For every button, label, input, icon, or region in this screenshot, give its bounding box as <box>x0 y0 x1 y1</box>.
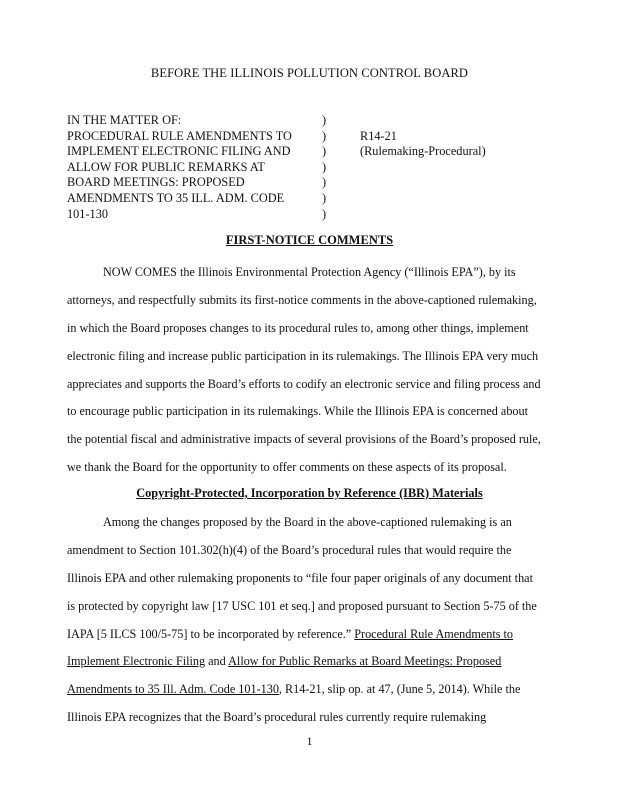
caption-line: 101-130 <box>67 206 108 221</box>
caption-line: AMENDMENTS TO 35 ILL. ADM. CODE <box>67 190 285 205</box>
docket-number: R14-21 <box>360 128 397 143</box>
page-number: 1 <box>306 734 313 748</box>
caption-line: ALLOW FOR PUBLIC REMARKS AT <box>67 159 265 174</box>
paren: ) <box>322 128 327 143</box>
text-line: Illinois EPA recognizes that the Board’s procedural rules currently require rulemaking <box>67 710 487 725</box>
caption-line: IMPLEMENT ELECTRONIC FILING AND <box>67 144 291 159</box>
docket-info <box>360 129 486 160</box>
paren: ) <box>322 159 327 174</box>
text-segment: and <box>205 654 229 669</box>
paren: ) <box>322 113 327 127</box>
text-line: Among the changes proposed by the Board in the above-captioned rulemaking is an <box>103 515 512 529</box>
paragraph-ibr <box>67 509 542 732</box>
text-line: to encourage public participation in its rulemakings. While the Illinois EPA is concerned about <box>67 404 528 419</box>
court-heading: BEFORE THE ILLINOIS POLLUTION CONTROL BOARD <box>150 66 469 80</box>
text-line: is protected by copyright law [17 USC 101 et seq.] and proposed pursuant to Section 5-75 of the <box>67 598 537 613</box>
text-line: NOW COMES the Illinois Environmental Protection Agency (“Illinois EPA”), by its <box>103 265 516 279</box>
citation-link: Implement Electronic Filing <box>67 654 206 669</box>
text-line: appreciates and supports the Board’s efforts to codify an electronic service and filing process and <box>67 376 541 391</box>
caption-line: IN THE MATTER OF: <box>67 113 182 127</box>
text-line <box>67 648 542 676</box>
paren: ) <box>322 190 327 205</box>
document-title: FIRST-NOTICE COMMENTS <box>225 233 394 247</box>
paren: ) <box>322 175 327 190</box>
text-line: amendment to Section 101.302(h)(4) of the Board’s procedural rules that would require the <box>67 542 512 557</box>
text-line <box>67 676 542 704</box>
paren: ) <box>322 144 327 159</box>
caption-matter <box>67 113 317 222</box>
citation-link: Procedural Rule Amendments to <box>354 626 513 641</box>
caption-line: PROCEDURAL RULE AMENDMENTS TO <box>67 128 292 143</box>
case-caption <box>67 113 567 223</box>
text-line: in which the Board proposes changes to its procedural rules to, among other things, implement <box>67 320 529 335</box>
paragraph-intro <box>67 259 542 482</box>
citation-link: Allow for Public Remarks at Board Meetings: Proposed <box>228 654 502 669</box>
text-line: electronic filing and increase public participation in its rulemakings. The Illinois EPA very much <box>67 348 539 363</box>
text-line: we thank the Board for the opportunity to offer comments on these aspects of its proposal. <box>67 460 507 475</box>
caption-line: BOARD MEETINGS: PROPOSED <box>67 175 245 190</box>
text-line <box>67 621 542 649</box>
caption-parentheses <box>322 113 332 222</box>
docket-type: (Rulemaking-Procedural) <box>360 144 486 159</box>
text-line: the potential fiscal and administrative impacts of several provisions of the Board’s proposed rule, <box>67 432 541 447</box>
citation-link: Amendments to 35 Ill. Adm. Code 101-130 <box>67 682 279 697</box>
text-line: attorneys, and respectfully submits its first-notice comments in the above-captioned rulemaking, <box>67 292 537 307</box>
section-subheading: Copyright-Protected, Incorporation by Reference (IBR) Materials <box>136 486 483 500</box>
text-line: Illinois EPA and other rulemaking proponents to “file four paper originals of any document that <box>67 570 533 585</box>
paren: ) <box>322 206 327 221</box>
text-segment: IAPA [5 ILCS 100/5-75] to be incorporated by reference.” <box>67 626 352 641</box>
text-segment: , R14-21, slip op. at 47, (June 5, 2014). While the <box>278 682 521 697</box>
